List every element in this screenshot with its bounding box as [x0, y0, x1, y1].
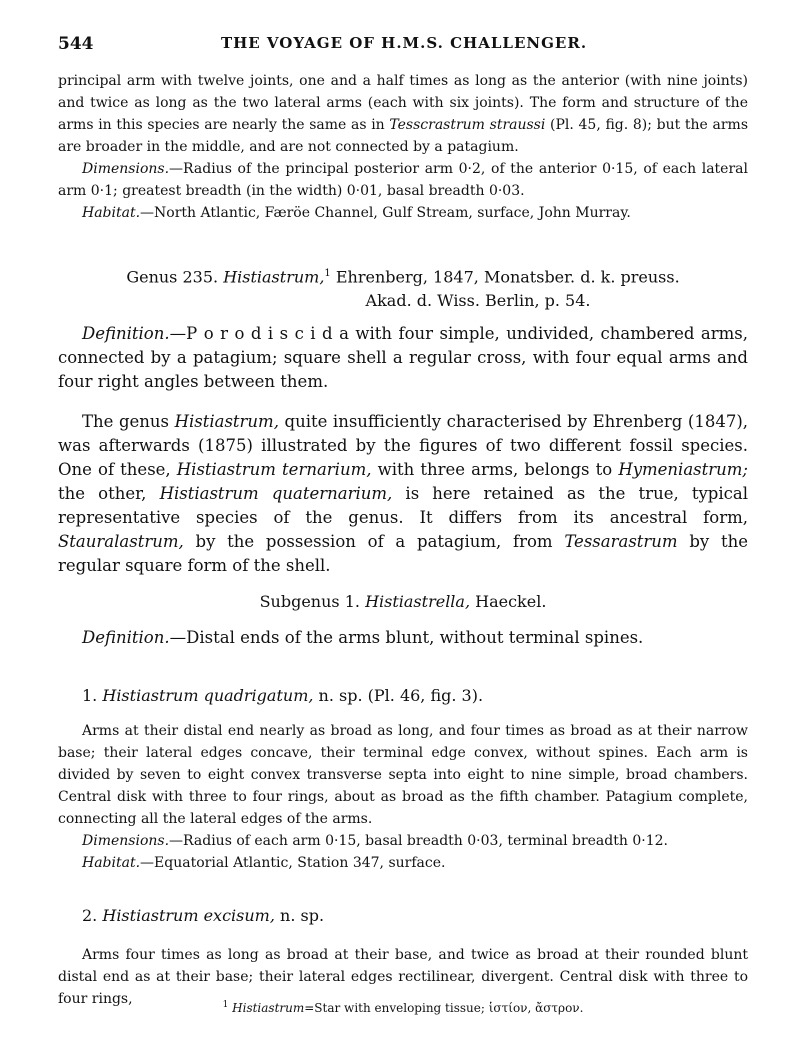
footnote: $^1$ Histiastrum=Star with enveloping tissue; ἱστίον, ἄστρον.: [222, 1000, 584, 1015]
continuation-section: [58, 70, 748, 224]
species1-description: Arms at their distal end nearly as broad as long, and four times as broad as at their narrow base; their lateral edges concave, their terminal edge convex, without spines. Each arm is divided by seven to eight convex transverse septa into eight to nine simple, broad chambers. Central disk with three to four rings, about as broad as the fifth chamber. Patagium complete, connecting all the lateral edges of the arms. Dimensions.—Radius of each arm 0·15, basal breadth 0·03, terminal breadth 0·12. Habitat.—Equatorial Atlantic, Station 347, surface.: [58, 720, 748, 874]
page-number: 544: [58, 34, 94, 54]
dimensions-paragraph: Dimensions.—Radius of the principal posterior arm 0·2, of the anterior 0·15, of each lateral arm 0·1; greatest breadth (in the width) 0·01, basal breadth 0·03.: [58, 161, 748, 199]
species2-heading: 2. Histiastrum excisum, n. sp.: [82, 906, 325, 925]
continuation-paragraph: principal arm with twelve joints, one and a half times as long as the anterior (with nine joints) and twice as long as the two lateral arms (each with six joints). The form and structure of the arms in this species are nearly the same as in Tesscrastrum straussi (Pl. 45, fig. 8); but the arms are broader in the middle, and are not connected by a patagium.: [58, 73, 749, 155]
habitat-paragraph: Habitat.—North Atlantic, Færöe Channel, Gulf Stream, surface, John Murray.: [82, 205, 631, 221]
species1-dimensions: Dimensions.—Radius of each arm 0·15, basal breadth 0·03, terminal breadth 0·12.: [82, 833, 668, 849]
genus-discussion: The genus Histiastrum, quite insufficiently characterised by Ehrenberg (1847), was afterwards (1875) illustrated by the figures of two different fossil species. One of these, Histiastrum ternarium, with three arms, belongs to Hymeniastrum; the other, Histiastrum quaternarium, is here retained as the true, typical representative species of the genus. It differs from its ancestral form, Stauralastrum, by the possession of a patagium, from Tessarastrum by the regular square form of the shell.: [58, 412, 749, 575]
genus-heading: Genus 235. Histiastrum,$^1$ Ehrenberg, 1847, Monatsber. d. k. preuss. Akad. d. Wiss. Berlin, p. 54.: [126, 267, 680, 311]
footnote-marker: 1: [324, 268, 331, 279]
subgenus-definition: Definition.—Distal ends of the arms blunt, without terminal spines.: [82, 628, 644, 647]
species2-description: Arms four times as long as broad at their base, and twice as broad at their rounded blunt distal end as at their base; their lateral edges rectilinear, divergent. Central disk with three to four rings,: [58, 947, 748, 1007]
running-title: THE VOYAGE OF H.M.S. CHALLENGER.: [220, 34, 588, 52]
species1-habitat: Habitat.—Equatorial Atlantic, Station 347, surface.: [82, 855, 446, 871]
species1-heading: 1. Histiastrum quadrigatum, n. sp. (Pl. 46, fig. 3).: [82, 686, 484, 705]
page-header: [58, 34, 750, 58]
genus-definition: Definition.—P o r o d i s c i d a with four simple, undivided, chambered arms, connected by a patagium; square shell a regular cross, with four equal arms and four right angles between them.: [58, 324, 748, 391]
subgenus-heading: Subgenus 1. Histiastrella, Haeckel.: [259, 592, 547, 611]
